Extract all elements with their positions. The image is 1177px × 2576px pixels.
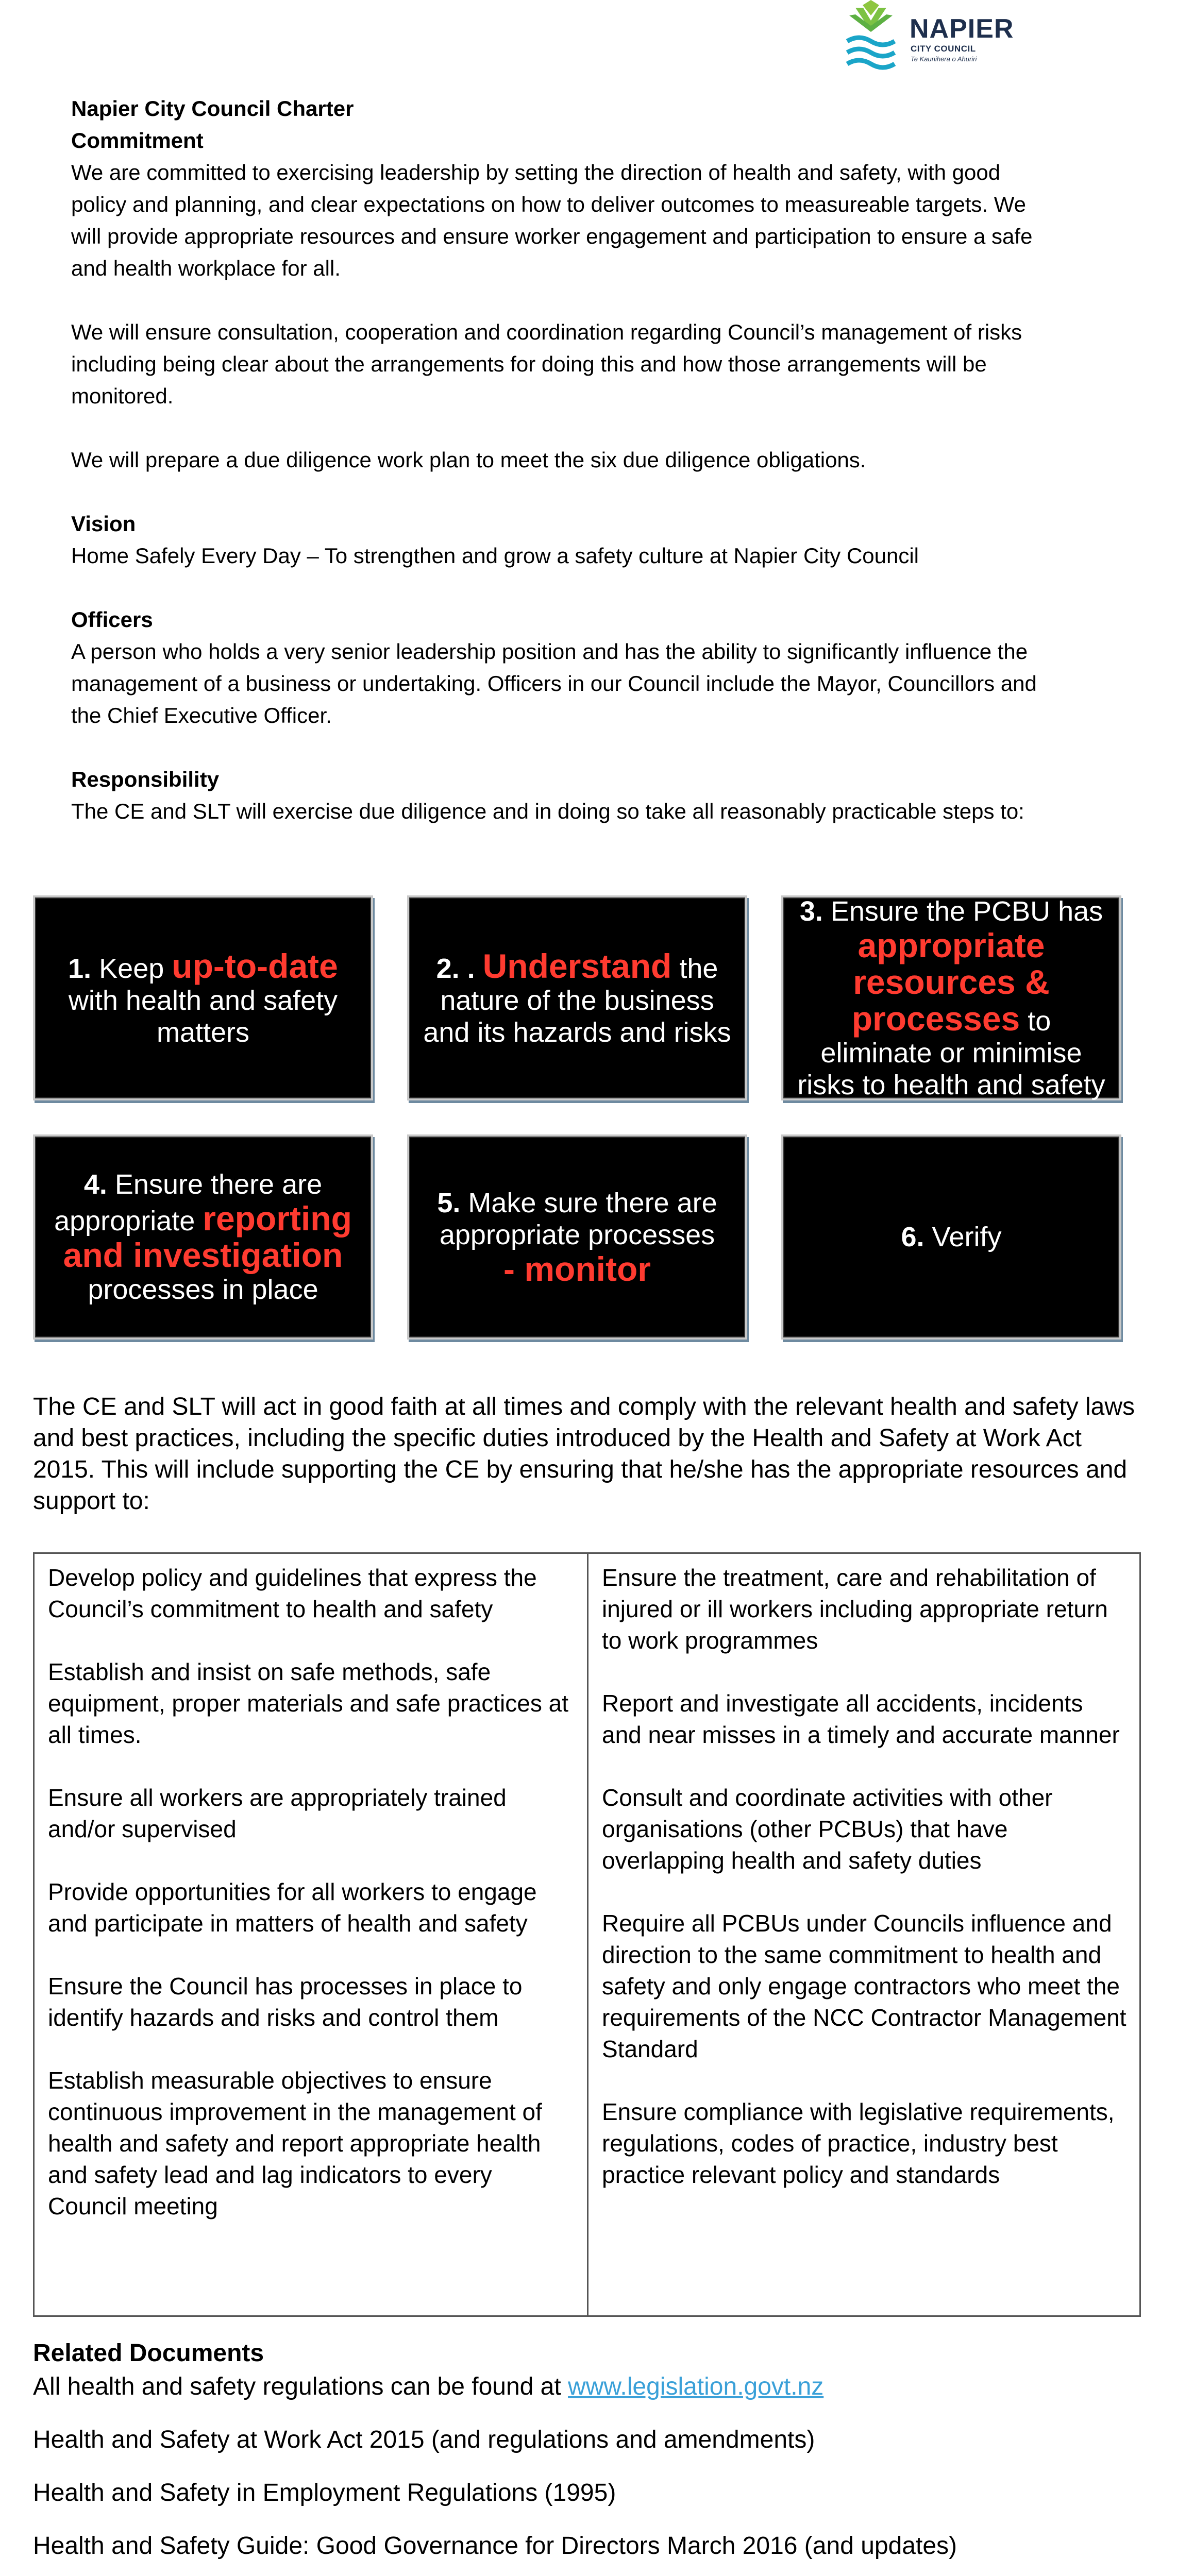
tile-5-highlight: - monitor xyxy=(503,1249,651,1288)
logo-name: NAPIER xyxy=(910,14,1014,44)
tile-1-number: 1. xyxy=(68,953,92,984)
good-faith-paragraph: The CE and SLT will act in good faith at all times and comply with the relevant health and safety laws and best practices, including the specific duties introduced by the Health and Safety at Work Act 2015. This will include supporting the CE by ensuring that he/she has the appropriate resources and support to: xyxy=(33,1393,1135,1515)
tile-1-pre: Keep xyxy=(91,953,172,984)
duty-item: Ensure the Council has processes in place to identify hazards and risks and control them xyxy=(48,1973,523,2031)
related-doc: Health and Safety in Employment Regulations (1995) xyxy=(33,2479,616,2506)
tile-2-pre xyxy=(475,953,483,984)
logo-sub: CITY COUNCIL xyxy=(911,44,976,54)
duty-item: Establish and insist on safe methods, safe equipment, proper materials and safe practices at all times. xyxy=(48,1658,568,1748)
officers-text: A person who holds a very senior leadership position and has the ability to significantly influence the management of a business or undertaking. Officers in our Council include the Mayor, Councillors and the Chief Executive Officer. xyxy=(71,639,1037,727)
duty-item: Ensure all workers are appropriately trained and/or supervised xyxy=(48,1784,507,1842)
tile-5-monitor xyxy=(407,1134,747,1340)
tile-5-pre: Make sure there are appropriate processes xyxy=(439,1187,717,1250)
related-intro: All health and safety regulations can be found at xyxy=(33,2373,568,2400)
logo-mark-icon xyxy=(840,0,902,77)
napier-city-council-logo xyxy=(840,0,1025,77)
commitment-paragraph-2: We will ensure consultation, cooperation and coordination regarding Council’s management of risks including being clear about the arrangements for doing this and how those arrangements will be monitored. xyxy=(71,320,1022,408)
tile-2-understand xyxy=(407,895,747,1100)
tile-1-highlight: up-to-date xyxy=(172,946,338,985)
tile-5-number: 5. xyxy=(437,1187,461,1218)
duty-item: Develop policy and guidelines that express the Council’s commitment to health and safety xyxy=(48,1564,537,1622)
tile-3-highlight: appropriate resources & processes xyxy=(851,926,1050,1038)
responsibility-heading: Responsibility xyxy=(71,767,220,791)
vision-heading: Vision xyxy=(71,512,136,536)
duty-item: Establish measurable objectives to ensure continuous improvement in the management of health and safety and report appropriate health and safety lead and lag indicators to every Council meeting xyxy=(48,2067,542,2219)
duties-right-column xyxy=(587,1554,1139,2315)
duty-item: Ensure the treatment, care and rehabilitation of injured or ill workers including appropriate return to work programmes xyxy=(602,1564,1108,1654)
tile-4-pre: Ensure there are appropriate xyxy=(54,1169,323,1236)
tile-1-post: with health and safety matters xyxy=(68,985,338,1048)
legislation-link[interactable]: www.legislation.govt.nz xyxy=(568,2373,824,2400)
tile-2-highlight: Understand xyxy=(482,946,672,985)
logo-tagline: Te Kaunihera o Ahuriri xyxy=(911,55,977,63)
tile-4-reporting xyxy=(33,1134,373,1340)
duty-item: Require all PCBUs under Councils influence and direction to the same commitment to health and safety and only engage contractors who meet the requirements of the NCC Contractor Management Standard xyxy=(602,1910,1126,2062)
duty-item: Ensure compliance with legislative requirements, regulations, codes of practice, industry best practice relevant policy and standards xyxy=(602,2098,1115,2188)
tile-3-pre: Ensure the PCBU has xyxy=(822,895,1103,927)
duty-item: Consult and coordinate activities with other organisations (other PCBUs) that have overlapping health and safety duties xyxy=(602,1784,1053,1874)
due-diligence-tiles xyxy=(33,895,1136,1344)
related-documents xyxy=(33,2336,1146,2576)
duty-item: Provide opportunities for all workers to engage and participate in matters of health and safety xyxy=(48,1878,537,1937)
duties-table xyxy=(33,1552,1141,2317)
tile-6-pre: Verify xyxy=(924,1222,1002,1252)
officers-heading: Officers xyxy=(71,607,153,632)
duties-left-column xyxy=(35,1554,587,2315)
charter-section xyxy=(71,93,1050,827)
tile-6-number: 6. xyxy=(901,1222,924,1252)
tile-2-number: 2. . xyxy=(436,953,475,984)
duty-item: Report and investigate all accidents, incidents and near misses in a timely and accurate manner xyxy=(602,1690,1120,1748)
tile-6-verify xyxy=(781,1134,1121,1340)
tile-2-post: the nature of the business and its hazards and risks xyxy=(423,953,731,1048)
charter-title: Napier City Council Charter xyxy=(71,96,354,121)
commitment-paragraph-1: We are committed to exercising leadership by setting the direction of health and safety, with good policy and planning, and clear expectations on how to deliver outcomes to measureable targets. We will provide appropriate resources and ensure worker engagement and participation to ensure a safe and health workplace for all. xyxy=(71,160,1033,280)
tile-3-resources xyxy=(781,895,1121,1100)
tile-1-keep-up-to-date xyxy=(33,895,373,1100)
related-doc: Health and Safety Guide: Good Governance for Directors March 2016 (and updates) xyxy=(33,2532,957,2560)
related-intro-line xyxy=(33,2370,1146,2403)
tile-4-post: processes in place xyxy=(88,1274,318,1305)
vision-text: Home Safely Every Day – To strengthen and grow a safety culture at Napier City Council xyxy=(71,544,919,568)
tile-4-highlight: reporting and investigation xyxy=(63,1199,352,1274)
related-doc: Health and Safety at Work Act 2015 (and regulations and amendments) xyxy=(33,2426,815,2453)
tile-3-post: to eliminate or minimise risks to health and safety xyxy=(797,1005,1105,1100)
commitment-heading: Commitment xyxy=(71,128,204,152)
tile-3-number: 3. xyxy=(799,895,823,927)
related-heading: Related Documents xyxy=(33,2340,264,2367)
responsibility-text: The CE and SLT will exercise due diligence and in doing so take all reasonably practicable steps to: xyxy=(71,799,1024,823)
commitment-paragraph-3: We will prepare a due diligence work plan to meet the six due diligence obligations. xyxy=(71,448,866,472)
tile-4-number: 4. xyxy=(83,1169,107,1200)
